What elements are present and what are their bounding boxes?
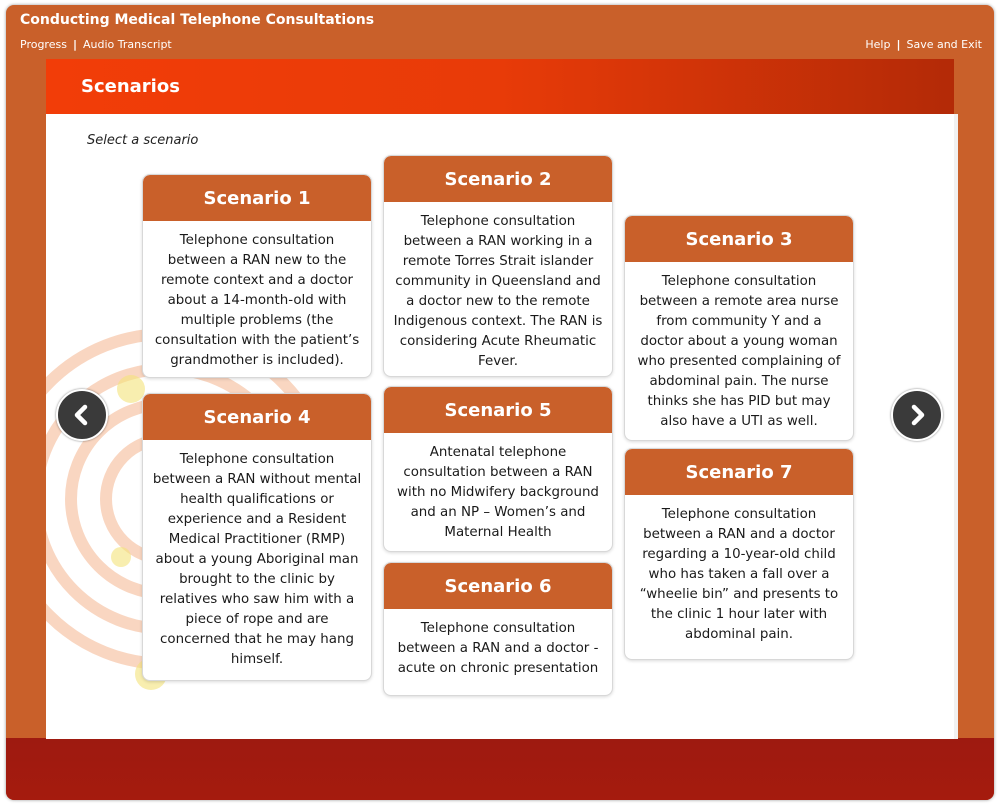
scenario-card-title: Scenario 1 bbox=[143, 175, 371, 223]
section-title: Scenarios bbox=[81, 76, 180, 97]
scenario-card-description: Telephone consultation between a RAN working in a remote Torres Strait islander community in Queensland and a doctor new to the remote Indigenous context. The RAN is considering Acute Rheumatic Fever. bbox=[393, 214, 603, 369]
next-button[interactable] bbox=[891, 389, 943, 441]
scenario-card-description: Telephone consultation between a RAN and a doctor - acute on chronic presentation bbox=[397, 621, 599, 676]
scenario-card-title: Scenario 3 bbox=[625, 216, 853, 264]
footer-bar bbox=[6, 738, 994, 800]
chevron-right-icon bbox=[906, 404, 928, 426]
app-title: Conducting Medical Telephone Consultations bbox=[20, 12, 375, 28]
progress-link[interactable]: Progress bbox=[20, 38, 67, 51]
scenario-card-5[interactable] bbox=[383, 386, 613, 552]
scenario-card-4[interactable] bbox=[142, 393, 372, 681]
scenario-card-title: Scenario 6 bbox=[384, 563, 612, 611]
scenario-card-description: Telephone consultation between a RAN new to the remote context and a doctor about a 14-month-old with multiple problems (the consultation with the patient’s grandmother is included). bbox=[154, 233, 360, 368]
scenario-card-1[interactable] bbox=[142, 174, 372, 378]
content-edge bbox=[954, 114, 958, 739]
instruction-text: Select a scenario bbox=[87, 133, 199, 148]
previous-button[interactable] bbox=[56, 389, 108, 441]
audio-transcript-link[interactable]: Audio Transcript bbox=[82, 38, 172, 51]
scenario-card-6[interactable] bbox=[383, 562, 613, 696]
nav-divider: | bbox=[72, 38, 77, 51]
scenario-card-title: Scenario 5 bbox=[384, 387, 612, 435]
nav-left bbox=[20, 38, 172, 51]
scenario-card-description: Telephone consultation between a RAN and a doctor regarding a 10-year-old child who has taken a fall over a “wheelie bin” and presents to the clinic 1 hour later with abdominal pain. bbox=[639, 507, 839, 642]
scenario-card-2[interactable] bbox=[383, 155, 613, 377]
nav-divider: | bbox=[896, 38, 901, 51]
scenario-card-title: Scenario 4 bbox=[143, 394, 371, 442]
section-header bbox=[46, 59, 954, 114]
scenario-card-title: Scenario 7 bbox=[625, 449, 853, 497]
scenario-card-description: Antenatal telephone consultation between a RAN with no Midwifery background and an NP – Women’s and Maternal Health bbox=[397, 445, 599, 540]
help-link[interactable]: Help bbox=[865, 38, 891, 51]
nav-right bbox=[865, 38, 982, 51]
chevron-left-icon bbox=[71, 404, 93, 426]
scenario-card-title: Scenario 2 bbox=[384, 156, 612, 204]
save-and-exit-link[interactable]: Save and Exit bbox=[906, 38, 982, 51]
scenario-card-3[interactable] bbox=[624, 215, 854, 441]
scenario-card-description: Telephone consultation between a RAN without mental health qualifications or experience and a Resident Medical Practitioner (RMP) about a young Aboriginal man brought to the clinic by relatives who saw him with a piece of rope and are concerned that he may hang himself. bbox=[152, 452, 362, 667]
scenario-card-7[interactable] bbox=[624, 448, 854, 660]
scenario-card-description: Telephone consultation between a remote area nurse from community Y and a doctor about a young woman who presented complaining of abdominal pain. The nurse thinks she has PID but may also have a UTI as well. bbox=[637, 274, 841, 429]
